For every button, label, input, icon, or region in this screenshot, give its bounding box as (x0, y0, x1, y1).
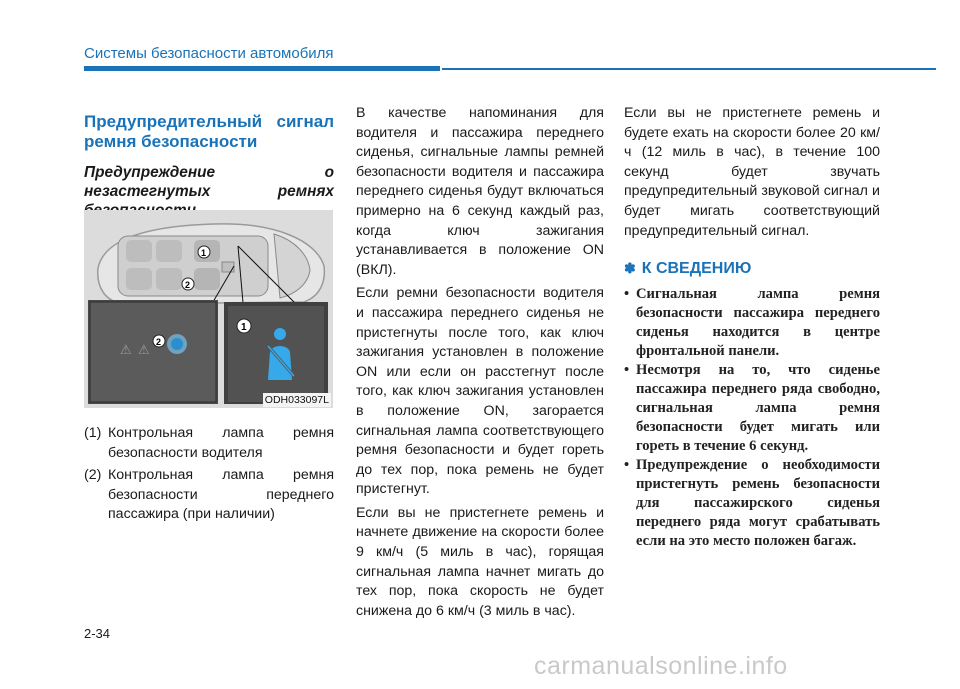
figure-code: ODH033097L (264, 394, 329, 406)
page-number: 2-34 (84, 626, 111, 641)
svg-text:⚠: ⚠ (138, 343, 150, 358)
info-heading-text: К СВЕДЕНИЮ (641, 260, 752, 278)
list-item (624, 285, 880, 361)
svg-text:1: 1 (201, 248, 207, 258)
paragraph: Если вы не пристегнете ремень и будете ехать на скорости более 20 км/ч (12 миль в час), в течение 100 секунд будет звучать предупредительный звуковой сигнал и будет мигать соответствующий предупредительный сигнал. (624, 105, 880, 239)
svg-text:2: 2 (185, 280, 191, 290)
list-item (84, 466, 334, 525)
paragraph: Если ремни безопасности водителя и пассажира переднего сиденья не пристегнуты после того, как ключ зажигания установлен в положение ON или если он расстегнут после того, как ключ зажигания установлен в положение ON, загорается сигнальная лампа соответствующего ремня безопасности и будет гореть до тех пор, пока ремень не будет пристегнут. (356, 285, 604, 498)
list-item-text: Контрольная лампа ремня безопасности переднего пассажира (при наличии) (108, 467, 334, 523)
bullet-text: Предупреждение о необходимости пристегнуть ремень безопасности для пассажирского сиденья переднего ряда могут срабатывать если на это место положен багаж. (636, 456, 880, 549)
list-item (624, 456, 880, 551)
list-item (624, 361, 880, 456)
bullet-icon: • (624, 285, 630, 302)
asterisk-icon: ✽ (624, 260, 636, 277)
header-rule-thin (442, 68, 936, 70)
middle-column (356, 104, 604, 625)
list-item (84, 424, 334, 463)
bullet-icon: • (624, 456, 630, 473)
watermark: carmanualsonline.info (534, 652, 788, 680)
paragraph: В качестве напоминания для водителя и пассажира переднего сиденья, сигнальные лампы ремней безопасности водителя и пассажира переднего сиденья будут включаться примерно на 6 секунд каждый раз, когда ключ зажигания устанавливается в положение ON (ВКЛ). (356, 105, 604, 278)
list-item-text: Контрольная лампа ремня безопасности водителя (108, 425, 334, 461)
bullet-text: Несмотря на то, что сиденье пассажира переднего ряда свободно, сигнальная лампа ремня безопасности будет мигать или гореть в течение 6 секунд. (636, 361, 880, 454)
legend-list (84, 424, 334, 528)
paragraph: Если вы не пристегнете ремень и начнете движение на скорости более 9 км/ч (5 миль в час), горящая сигнальная лампа начнет мигать до тех пор, пока скорость не будет снижена до 6 км/ч (3 миль в час). (356, 504, 604, 619)
bullet-icon: • (624, 361, 630, 378)
section-title: Системы безопасности автомобиля (84, 45, 334, 62)
info-bullets (624, 285, 880, 551)
right-column (624, 104, 880, 551)
bullet-text: Сигнальная лампа ремня безопасности пассажира переднего сиденья находится в центре фронтальной панели. (636, 285, 880, 359)
header-rule-thick (84, 66, 440, 71)
car-interior-illustration (84, 210, 333, 408)
svg-text:⚠: ⚠ (120, 343, 132, 358)
info-heading (624, 259, 880, 279)
svg-text:1: 1 (241, 322, 247, 333)
list-item-number: (1) (84, 425, 102, 441)
svg-text:2: 2 (156, 337, 162, 347)
seatbelt-figure (84, 210, 333, 408)
section-heading: Предупредительный сигнал ремня безопасности (84, 112, 334, 151)
subheading: Предупреждение о незастегнутых ремнях (84, 164, 334, 200)
list-item-number: (2) (84, 467, 102, 484)
left-column (84, 112, 334, 220)
